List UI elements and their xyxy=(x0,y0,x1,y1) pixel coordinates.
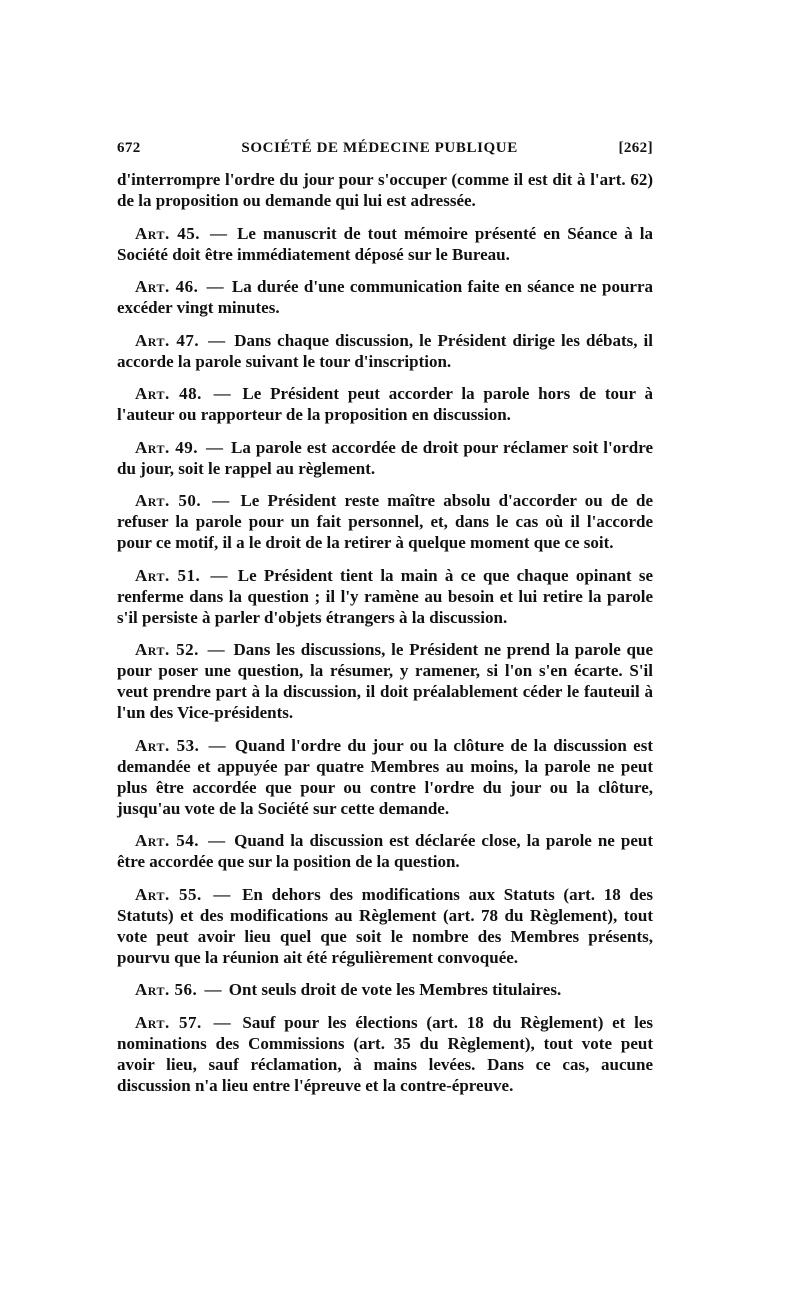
article-paragraph xyxy=(117,383,653,425)
article-text: Le Président reste maître absolu d'accorder ou de de refuser la parole pour un fait personnel, et, dans le cas où il l'accorde pour ce motif, il a le droit de la retirer à quelque moment que ce soit. xyxy=(117,491,653,552)
continuation-paragraph: d'interrompre l'ordre du jour pour s'occuper (comme il est dit à l'art. 62) de la proposition ou demande qui lui est adressée. xyxy=(117,170,653,210)
article-paragraph xyxy=(117,735,653,819)
bracket-page-number: [262] xyxy=(618,140,653,156)
article-label: Art. 57. xyxy=(135,1012,202,1032)
article-paragraph xyxy=(117,884,653,968)
em-dash: — xyxy=(203,223,235,243)
article-label: Art. 49. xyxy=(135,437,199,457)
article-paragraph xyxy=(117,223,653,265)
em-dash: — xyxy=(202,831,232,850)
page-number: 672 xyxy=(117,140,141,156)
article-paragraph xyxy=(117,276,653,318)
article-text: Sauf pour les élections (art. 18 du Règlement) et les nominations des Commissions (art. 35 du Règlement), tout vote peut avoir lieu, sauf réclamation, à mains levées. Dans ce cas, aucune discussion n'a lieu entre l'épreuve et la contre-épreuve. xyxy=(117,1012,654,1095)
article-text: Le manuscrit de tout mémoire présenté en Séance à la Société doit être immédiatement déposé sur le Bureau. xyxy=(117,223,654,264)
em-dash: — xyxy=(204,491,238,510)
em-dash: — xyxy=(204,884,240,904)
article-paragraph xyxy=(117,1012,653,1096)
article-paragraph xyxy=(117,639,653,723)
article-text: Quand la discussion est déclarée close, la parole ne peut être accordée que sur la position de la question. xyxy=(117,831,653,871)
article-paragraph xyxy=(117,979,653,1000)
articles-list xyxy=(117,223,653,1096)
em-dash: — xyxy=(202,330,232,350)
article-text: Ont seuls droit de vote les Membres titulaires. xyxy=(228,980,562,999)
article-text: En dehors des modifications aux Statuts (art. 18 des Statuts) et des modifications au Règlement (art. 78 du Règlement), tout vote peut avoir lieu quel que soit le nombre des Membres présents, pourvu que la réunion ait été régulièrement convoquée. xyxy=(117,884,654,967)
article-text: La parole est accordée de droit pour réclamer soit l'ordre du jour, soit le rappel au règlement. xyxy=(117,437,653,478)
article-label: Art. 50. xyxy=(135,491,202,510)
article-text: Quand l'ordre du jour ou la clôture de la discussion est demandée et appuyée par quatre Membres au moins, la parole ne peut plus être accordée que pour ou contre l'ordre du jour ou la clôture, jusqu'au vote de la Société sur cette demande. xyxy=(117,735,654,818)
article-paragraph xyxy=(117,330,653,372)
article-paragraph xyxy=(117,490,653,553)
running-title: SOCIÉTÉ DE MÉDECINE PUBLIQUE xyxy=(241,140,518,156)
em-dash: — xyxy=(201,277,229,296)
article-label: Art. 55. xyxy=(135,884,202,904)
em-dash: — xyxy=(200,980,226,999)
em-dash: — xyxy=(204,1012,240,1032)
em-dash: — xyxy=(201,640,231,659)
running-head xyxy=(117,140,653,157)
article-label: Art. 52. xyxy=(135,640,199,659)
article-paragraph xyxy=(117,437,653,479)
article-label: Art. 54. xyxy=(135,831,200,850)
article-label: Art. 45. xyxy=(135,223,201,243)
article-text: Dans chaque discussion, le Président dirige les débats, il accorde la parole suivant le tour d'inscription. xyxy=(117,330,654,371)
article-label: Art. 53. xyxy=(135,735,200,755)
article-label: Art. 46. xyxy=(135,277,199,296)
article-text: Le Président peut accorder la parole hors de tour à l'auteur ou rapporteur de la proposition en discussion. xyxy=(117,384,654,424)
article-label: Art. 48. xyxy=(135,384,202,403)
article-text: La durée d'une communication faite en séance ne pourra excéder vingt minutes. xyxy=(117,277,653,317)
article-label: Art. 56. xyxy=(135,980,198,999)
article-label: Art. 47. xyxy=(135,330,200,350)
article-label: Art. 51. xyxy=(135,565,201,585)
em-dash: — xyxy=(201,437,229,457)
article-paragraph xyxy=(117,830,653,872)
article-paragraph xyxy=(117,565,653,628)
article-text: Le Président tient la main à ce que chaque opinant se renferme dans la question ; il l'y ramène au besoin et lui retire la parole s'il persiste à parler d'objets étrangers à la discussion. xyxy=(117,565,653,627)
article-text: Dans les discussions, le Président ne prend la parole que pour poser une question, la résumer, y ramener, si l'on s'en écarte. S'il veut prendre part à la discussion, il doit préalablement céder le fauteuil à l'un des Vice-présidents. xyxy=(117,640,654,722)
document-page xyxy=(117,140,653,1107)
em-dash: — xyxy=(203,565,235,585)
em-dash: — xyxy=(202,735,232,755)
em-dash: — xyxy=(204,384,240,403)
